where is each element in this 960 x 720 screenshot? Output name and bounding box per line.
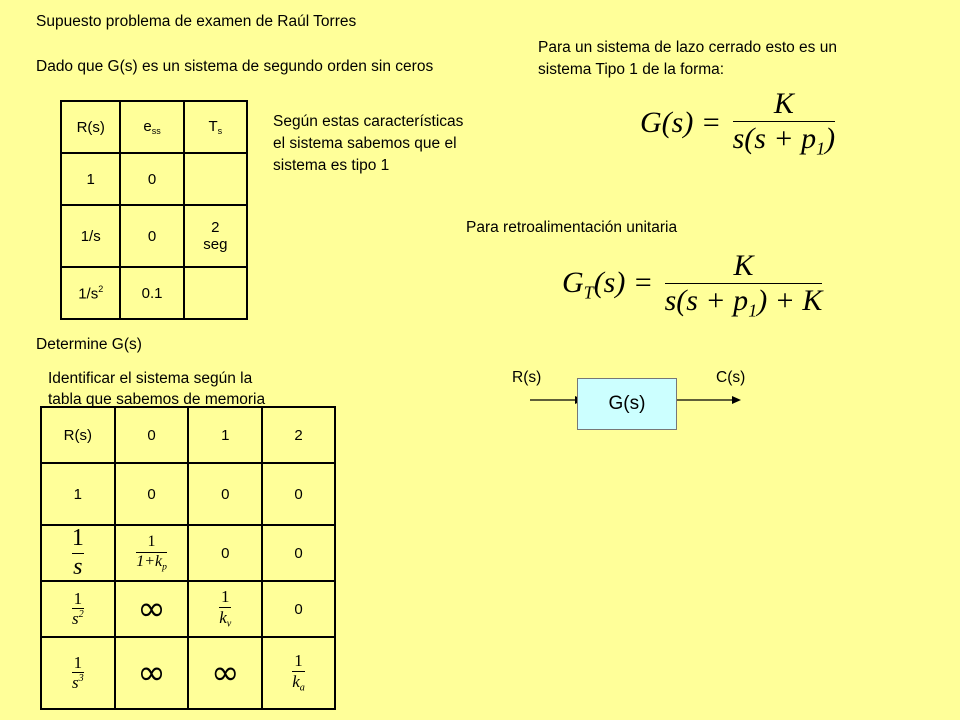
spec-table — [60, 100, 248, 320]
spec-cell: 0.1 — [120, 267, 183, 319]
infinity-symbol: ∞ — [137, 589, 166, 629]
frac-1-over-s3 — [72, 654, 84, 693]
block-output-label: C(s) — [716, 369, 746, 386]
kv-sub: v — [226, 618, 232, 630]
frac-num: 1 — [147, 532, 156, 550]
error-cell: 0 — [188, 525, 262, 581]
frac-1-over-s2 — [72, 590, 84, 629]
formula2-fraction — [665, 250, 823, 320]
frac-num: 1 — [294, 650, 303, 670]
spec-cell — [184, 267, 247, 319]
settling-value: 2 — [211, 219, 220, 236]
frac-den: s — [73, 553, 83, 580]
frac-num: 1 — [221, 586, 230, 606]
formula2-numerator: K — [733, 249, 754, 282]
ts-letter: T — [208, 117, 218, 135]
error-cell: 0 — [188, 463, 262, 525]
spec-header-r: R(s) — [61, 101, 120, 153]
characteristics-text-2: el sistema sabemos que el — [273, 135, 457, 152]
k-letter: k — [292, 671, 300, 691]
characteristics-text-3: sistema es tipo 1 — [273, 157, 390, 174]
error-cell — [41, 637, 115, 709]
den-close: ) + K — [757, 283, 823, 317]
identify-text-2: tabla que sabemos de memoria — [48, 391, 266, 408]
frac-den — [72, 610, 84, 628]
closed-loop-text-2: sistema Tipo 1 de la forma: — [538, 61, 725, 78]
error-row-ramp — [41, 525, 335, 581]
g-block: G(s) — [577, 378, 677, 430]
error-header-cell: 2 — [262, 407, 335, 463]
spec-cell-settling-time — [184, 205, 247, 267]
error-cell: 0 — [262, 463, 335, 525]
formula1-numerator: K — [773, 87, 794, 120]
formula2-lhs — [562, 266, 654, 303]
spec-header-row — [61, 101, 247, 153]
error-cell — [188, 581, 262, 637]
frac-den — [219, 609, 231, 630]
error-cell — [41, 525, 115, 581]
frac-den — [292, 673, 305, 694]
spec-header-ess — [120, 101, 183, 153]
error-cell: 0 — [115, 463, 189, 525]
error-cell — [41, 581, 115, 637]
closed-loop-text-1: Para un sistema de lazo cerrado esto es un — [538, 39, 837, 56]
frac-1-over-s — [72, 526, 84, 579]
error-header-row — [41, 407, 335, 463]
ts-subscript: s — [217, 126, 223, 137]
spec-r3-exp: 2 — [98, 283, 104, 294]
frac-1-over-kv — [219, 588, 231, 630]
lhs-g: G — [562, 266, 584, 300]
block-input-label: R(s) — [512, 369, 542, 386]
lhs-sub: T — [583, 282, 594, 303]
spec-row — [61, 205, 247, 267]
spec-cell: 1 — [61, 153, 120, 205]
error-cell — [115, 637, 189, 709]
formula1-denominator — [733, 123, 836, 158]
error-cell — [115, 525, 189, 581]
s-letter: s — [71, 673, 79, 693]
error-row-cubic — [41, 637, 335, 709]
kp-text: 1+k — [136, 552, 163, 570]
characteristics-text-1: Según estas características — [273, 113, 464, 130]
spec-header-ts — [184, 101, 247, 153]
ka-sub: a — [299, 682, 305, 694]
formula-unit-feedback — [562, 250, 822, 320]
spec-cell: 0 — [120, 205, 183, 267]
den-close: ) — [825, 121, 836, 155]
error-cell: 1 — [41, 463, 115, 525]
title: Supuesto problema de examen de Raúl Torres — [36, 13, 357, 30]
s-exponent: 3 — [78, 673, 84, 685]
frac-num: 1 — [71, 525, 84, 552]
error-table — [40, 406, 336, 710]
frac-1-over-1-plus-kp — [136, 534, 167, 572]
lhs-rest: (s) = — [593, 266, 654, 300]
den-sub: 1 — [748, 299, 758, 320]
spec-cell: 0 — [120, 153, 183, 205]
error-row-step — [41, 463, 335, 525]
frac-1-over-ka — [292, 652, 305, 694]
error-cell: 0 — [262, 525, 335, 581]
den-text: s(s + p — [664, 283, 749, 317]
spec-cell — [184, 153, 247, 205]
spec-r3-input: 1/s — [78, 285, 99, 303]
error-header-cell: 0 — [115, 407, 189, 463]
formula1-lhs: G(s) = — [640, 105, 722, 139]
feedback-text: Para retroalimentación unitaria — [466, 219, 678, 236]
error-header-cell: R(s) — [41, 407, 115, 463]
spec-row — [61, 153, 247, 205]
infinity-symbol: ∞ — [137, 653, 166, 693]
frac-den — [72, 674, 84, 692]
error-header-cell: 1 — [188, 407, 262, 463]
frac-num: 1 — [73, 588, 83, 608]
determine-text: Determine G(s) — [36, 336, 142, 353]
kp-sub: p — [162, 561, 167, 573]
output-arrowhead — [732, 396, 741, 404]
infinity-symbol: ∞ — [211, 653, 240, 693]
error-cell — [115, 581, 189, 637]
identify-text-1: Identificar el sistema según la — [48, 370, 253, 387]
spec-row — [61, 267, 247, 319]
s-exponent: 2 — [78, 609, 84, 621]
given-text: Dado que G(s) es un sistema de segundo orden sin ceros — [36, 58, 434, 75]
error-row-parabola — [41, 581, 335, 637]
ess-subscript: ss — [151, 126, 161, 137]
spec-cell — [61, 267, 120, 319]
spec-cell: 1/s — [61, 205, 120, 267]
k-letter: k — [219, 607, 227, 627]
ess-letter: e — [143, 117, 152, 135]
den-sub: 1 — [816, 137, 826, 158]
frac-den — [136, 554, 167, 572]
den-text: s(s + p — [732, 121, 817, 155]
formula1-fraction — [733, 88, 836, 158]
formula-type1 — [640, 88, 835, 158]
error-cell: 0 — [262, 581, 335, 637]
formula2-denominator — [665, 285, 823, 320]
error-cell — [188, 637, 262, 709]
settling-unit: seg — [203, 236, 228, 253]
s-letter: s — [71, 609, 79, 629]
error-cell — [262, 637, 335, 709]
frac-num: 1 — [73, 652, 83, 672]
